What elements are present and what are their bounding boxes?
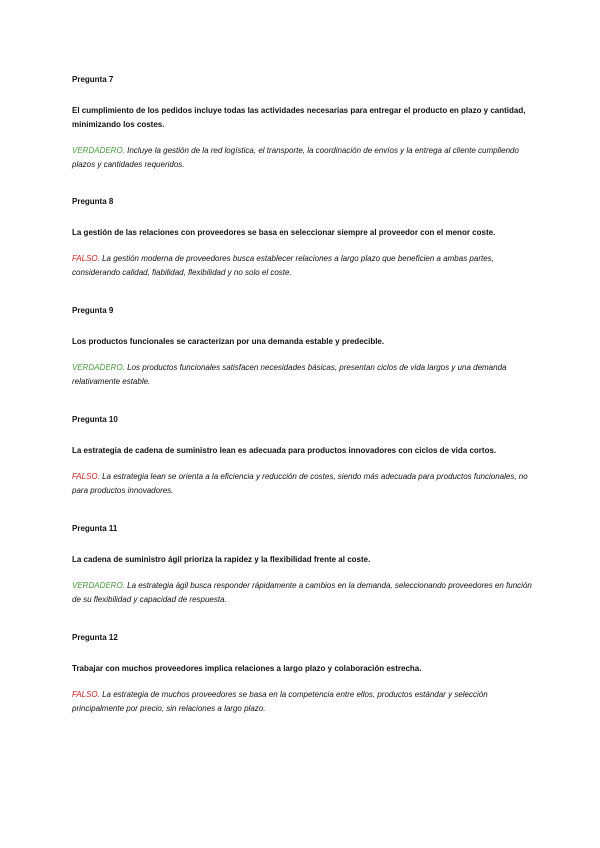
question-7 xyxy=(72,75,532,172)
question-answer xyxy=(72,361,532,389)
question-answer xyxy=(72,252,532,280)
verdict-label: FALSO. xyxy=(72,254,100,263)
verdict-label: FALSO. xyxy=(72,690,100,699)
verdict-label: VERDADERO. xyxy=(72,146,125,155)
answer-explanation: La gestión moderna de proveedores busca establecer relaciones a largo plazo que beneficien a ambas partes, considerando calidad, fiabilidad, flexibilidad y no solo el coste. xyxy=(72,254,494,277)
question-statement: El cumplimiento de los pedidos incluye todas las actividades necesarias para entregar el producto en plazo y cantidad, minimizando los costes. xyxy=(72,106,526,129)
verdict-label: VERDADERO. xyxy=(72,581,125,590)
answer-explanation: Incluye la gestión de la red logística, el transporte, la coordinación de envíos y la entrega al cliente cumpliendo plazos y cantidades requeridos. xyxy=(72,146,519,169)
answer-explanation: Los productos funcionales satisfacen necesidades básicas, presentan ciclos de vida largos y una demanda relativamente estable. xyxy=(72,363,507,386)
question-statement: La estrategia de cadena de suministro lean es adecuada para productos innovadores con ciclos de vida cortos. xyxy=(72,446,497,455)
answer-explanation: La estrategia lean se orienta a la eficiencia y reducción de costes, siendo más adecuada para productos funcionales, no para productos innovadores. xyxy=(72,472,528,495)
question-9 xyxy=(72,306,532,389)
question-title: Pregunta 7 xyxy=(72,75,114,84)
answer-explanation: La estrategia de muchos proveedores se basa en la competencia entre ellos, productos estándar y selección principalmente por precio, sin relaciones a largo plazo. xyxy=(72,690,488,713)
verdict-label: VERDADERO. xyxy=(72,363,125,372)
question-8 xyxy=(72,197,532,280)
question-10 xyxy=(72,415,532,498)
question-statement: La cadena de suministro ágil prioriza la rapidez y la flexibilidad frente al coste. xyxy=(72,555,371,564)
question-title: Pregunta 11 xyxy=(72,524,118,533)
question-11 xyxy=(72,524,532,607)
verdict-label: FALSO. xyxy=(72,472,100,481)
question-title: Pregunta 8 xyxy=(72,197,114,206)
question-title: Pregunta 10 xyxy=(72,415,118,424)
question-answer xyxy=(72,470,532,498)
question-answer xyxy=(72,144,532,172)
question-12 xyxy=(72,633,532,716)
question-title: Pregunta 12 xyxy=(72,633,118,642)
question-answer xyxy=(72,688,532,716)
question-statement: La gestión de las relaciones con proveedores se basa en seleccionar siempre al proveedor con el menor coste. xyxy=(72,228,496,237)
question-answer xyxy=(72,579,532,607)
question-statement: Trabajar con muchos proveedores implica relaciones a largo plazo y colaboración estrecha. xyxy=(72,664,422,673)
question-statement: Los productos funcionales se caracterizan por una demanda estable y predecible. xyxy=(72,337,385,346)
question-title: Pregunta 9 xyxy=(72,306,114,315)
answer-explanation: La estrategia ágil busca responder rápidamente a cambios en la demanda, seleccionando proveedores en función de su flexibilidad y capacidad de respuesta. xyxy=(72,581,532,604)
